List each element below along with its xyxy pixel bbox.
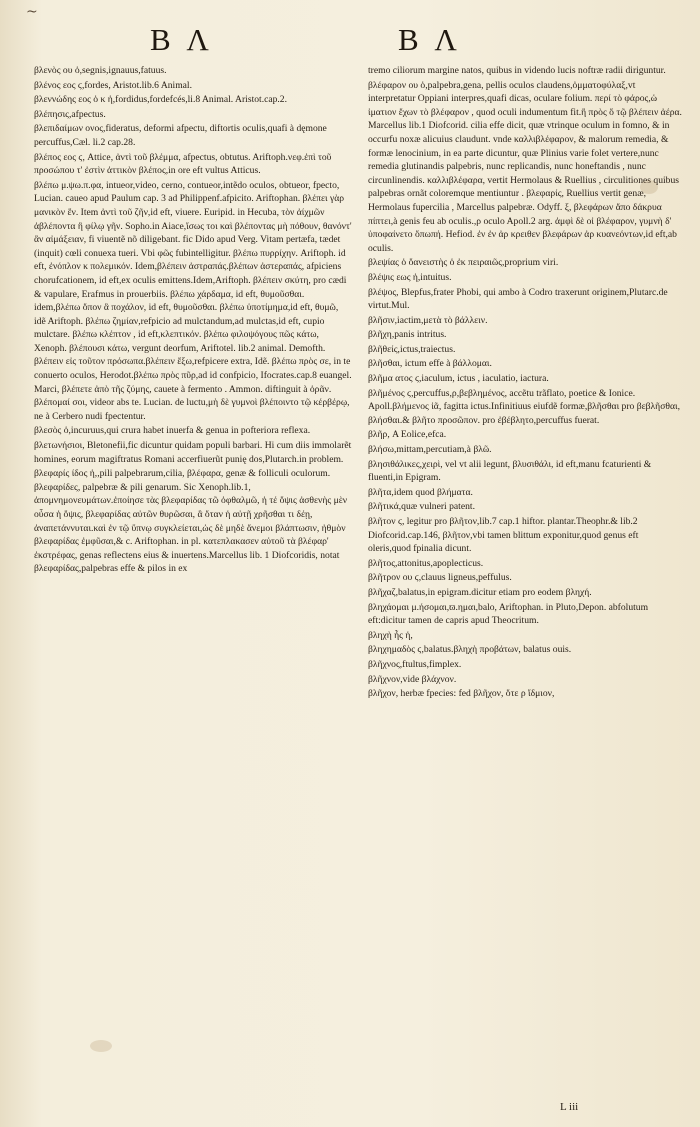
dictionary-entry: βλῆθείς,ictus,traiectus.	[368, 343, 456, 355]
dictionary-entry: βλεφαρίς ίδος ἡ,,pili palpebrarum,cilia, βλέφαρα, genæ & folliculi oculorum. βλεφαρίδες, palpebræ & pili genarum. Sic Xenoph.lib.1, ἀπομνημονευμάτων.ἐποίησε τὰς βλεφαρίδας τῶ ὀφθαλμῶ, ἡ τέ ὄψις ἀσθενὴς μὲν οὖσα ἡ ὄψις, βλεφαρίδας αὐτῶν θυρῶσαι, ἃ ὅταν ἡ αὐτῇ χρῆσθαι τι δέῃ, ἀναπετάννυται.καὶ ἐν τῷ ὕπνῳ συγκλείεται,ὡς δὲ μηδὲ ἄνεμοι βλάπτωσιν, ἠθμὸν βλεφαρίδας ἐμφῦσαι,& c. Ariftophan. in pl. κατεπλακασεν αὐτοῦ τὰ βλέφαρ' ἐκστρέφας, genas reflectens eius & inuertens.Marcellus lib. 1 Diofcoridis, notat βλεφαρίδας,palpebras effe & pilos in ex	[34, 468, 348, 575]
left-column	[34, 64, 352, 577]
dictionary-entry: βλῆχνον,vide βλάχνον.	[368, 673, 457, 685]
corner-mark: ~	[26, 4, 38, 20]
dictionary-entry: βλῆμένος ϛ,percuffus,ρ,βεβλημένος, accẽtu trãflato, poetice & Ionice. Apoll.βλήμενος ἰᾶ, fagitta ictus.Infinitiuus eiufdẽ formæ,βλῆσθαι pro βεβλῆσθαι, βλήσθαι.& βλῆτο προσῶπον. pro ἐβέβλητο,percuffus fuerat.	[368, 387, 680, 426]
dictionary-entry: βληχημαδὸς ϛ,balatus.βληχὴ προβάτων, balatus ouis.	[368, 644, 572, 656]
running-head-left: B Λ	[150, 22, 213, 57]
dictionary-entry: βλησιθάλικες,χειρὶ, vel vt alii legunt, βλυσιθάλι, id eft,manu fcaturienti & fluenti,in Epigram.	[368, 458, 652, 484]
dictionary-entry: βλενὸς ου ὁ,segnis,ignauus,fatuus.	[34, 65, 167, 76]
dictionary-entry: βλέπησις,afpectus.	[34, 108, 106, 120]
dictionary-entry: βλέψος, Blepfus,frater Phobi, qui ambo à Codro traxerunt originem,Plutarc.de virtut.Mul.	[368, 286, 668, 312]
dictionary-entry: tremo ciliorum margine natos, quibus in videndo lucis noftræ radii diriguntur.	[368, 65, 666, 76]
dictionary-entry: βλῆχη,panis intritus.	[368, 329, 447, 341]
dictionary-entry: βληχάομαι μ.ήσομαι,ϖ.ημαι,balo, Ariftophan. in Pluto,Depon. abfolutum eft:dicitur tamen de capris apud Theocritum.	[368, 601, 649, 627]
dictionary-entry: βλῆτα,idem quod βλήματα.	[368, 486, 473, 498]
dictionary-entry: βλῆμα ατος ϛ,iaculum, ictus , iaculatio, iactura.	[368, 373, 549, 385]
dictionary-entry: βλέπος εος ϛ, Attice, ἀντὶ τοῦ βλέμμα, afpectus, obtutus. Ariftoph.νεφ.ἐπὶ τοῦ προσώπου τ' ἐστὶν ἀττικὸν βλέπος,in ore eft vultus Atticus.	[34, 151, 332, 177]
paper-stain	[640, 180, 658, 194]
dictionary-entry: βληχὴ ἦς ἡ,	[368, 629, 413, 641]
dictionary-entry: βλῆρ, A Eolice,efca.	[368, 429, 447, 441]
dictionary-entry: βλέψις εως ἡ,intuitus.	[368, 271, 452, 283]
dictionary-entry: βλῆτος,attonitus,apoplecticus.	[368, 557, 484, 569]
dictionary-entry: βλῆτον ϛ, legitur pro βλῆτον,lib.7 cap.1 hiftor. plantar.Theophr.& lib.2 Diofcorid.cap.146, βλῆτον,vbi tamen blittum exponitur,quod genus eft oleris,quod fpinalia dicunt.	[368, 516, 639, 555]
right-column	[368, 64, 682, 702]
dictionary-entry: βλῆσθαι, ictum effe à βάλλομαι.	[368, 358, 492, 370]
dictionary-entry: βλῆτικά,quæ vulneri patent.	[368, 501, 475, 513]
dictionary-entry: βλέφαρον ου ὁ,palpebra,gena, pellis oculos claudens,ὀμματοφύλαξ,vt interpretatur Oppiani interpres,quafi dicas, oculare folium. περί τὸ φάρος,ὡ ἰματιον ἔχων τὸ βλέφαρον , quod oculi indumentum fit.ἢ πρὸς ὅ τῷ βλέπειν ἀέρα. Marcellus lib.1 Diofcorid. cilia effe dicit, quæ vtrinque oculum in fomno, & in occurfu noxæ alicuius claudunt. vnde καλλιβλέφαρον, & malorum remedia, & formæ lenocinium, in ea parte dicuntur, quæ Plinius varie folet vertere,nunc remedia glutinandis palpebris, nunc replicandis, nunc honeftandis , nunc circunlinendis. καλλιβλέφαρα, vertit Hermolaus & Ruellius , circulitiones quibus palpebras ornãt coloremque mentiuntur . βλεφαρίς, Ruellius vertit genæ, Hermolaus fupercilia , Marcellus palpebræ. Odyff. ξ, βλεφάρων ἄπο δάκρυα πίπτει,à genis feu ab oculis.,ρ oculo Apoll.2 arg. ἀμφὶ δὲ οἱ βλέφαρον, γυμνὴ δ' ὑποφαίνετο ὅπωπή. Hefiod. ἐν ἐν ἀρ κρειθεν βλεφάρων ἀρ κυανεόντων,id eft,ab oculis.	[368, 79, 682, 254]
dictionary-entry: βλεψίας ὁ ὄανειστὴς ὁ ἐκ πειραιῶς,proprium viri.	[368, 257, 559, 269]
dictionary-entry: βλῆσιν,iactim,μετὰ τὸ βάλλειν.	[368, 314, 488, 326]
dictionary-entry: βλεπιδαίμων ονος,fideratus, deformi afpectu, diftortis oculis,quafi à dęmone percuffus,Cæl. li.2 cap.28.	[34, 123, 327, 148]
dictionary-entry: βλῆτρον ου ϛ,clauus ligneus,peffulus.	[368, 572, 512, 584]
paper-stain	[90, 1040, 112, 1052]
running-head-right: B Λ	[398, 22, 461, 57]
dictionary-entry: βλήσω,mittam,percutiam,à βλῶ.	[368, 444, 492, 456]
dictionary-entry: βλέπω μ.ψω.π.φα, intueor,video, cerno, contueor,intẽdo oculos, obtueor, fpecto, Lucian. caueo apud Paulum cap. 3 ad Philippenf.afpicito. Ariftophan. βλέπει γὰρ μανικὸν ἕν. Item ἀντὶ τοῦ ζῆν,id eft, viuere. Euripid. in Hecuba, τὸν ἀίχμῶν ἀβλέποντα ἢ φίλῳ γῆν. Sopho.in Aiace,ἴσως τοι καὶ βλέποντας μὴ πόθουν, θανόντ' ἂν αἰμάξειαν, fi viuentẽ nõ diligebant. fic Dido apud Verg. Vitam pertæfa, tædet (inquit) cœli conuexa tueri. Vbi φῶς fubintelligitur. βλέπω πυρρίχην. Ariftoph. id eft, ἐνόπλον κ πολεμικόν. Idem,βλέπειν ἀστραπάς.βλέπων ἀστεραπάς, afpiciens chorufcationem, id eft,ex oculis emittens.Idem,Ariftoph. βλέπειν σκύτη, pro cædi & vapulare, Erafmus in prouerbiis. βλέπω χάρδαμα, id eft, θυμοῦσθαι. idem,βλέπω ὄπον ἂ ποχάλον, id eft, θυμοῦσθαι. βλέπω ὑποτίμημα,id eft, θυμῶ, idẽ Ariftoph. βλέπω ζημίαν,refpicio ad mulctandum,ad mulctas,id eft, cupio mulctare. βλέπω κλέπτον , id eft,κλεπτικόν. βλέπω φιλοψόγους πῶς κάτω, Xenoph. βλέπουσι κάτω, vergunt deorfum, Ariftotel. lib.2 animal. Demofth. βλέπειν εἰς τοῦτον πρόσωπα.βλέπειν ἔξω,refpicere extra, Idẽ. βλέπω πρὸς σε, in te conuerto oculos, Herodot.βλέπω πρὸς πῦρ,ad id confpicio, Ifocrates.cap.8 euangel. Marci, βλέπετε ἀπὸ τῆς ζύμης, cauete à fermento . Ammon. diftinguit à ὁρᾶν. βλέπομαί σοι, videor abs te. Lucian. de luctu,μὴ δὲ γυμνοὶ βλέποιντο τῷ κέρβέρῳ, ne à Cerbero nudi fpectentur.	[34, 179, 352, 422]
signature-mark: L iii	[560, 1101, 579, 1113]
dictionary-entry: βλῆχνος,ftultus,fimplex.	[368, 658, 462, 670]
dictionary-entry: βλένος εος ϛ,fordes, Aristot.lib.6 Animal.	[34, 79, 193, 91]
dictionary-entry: βλετωνήσιοι, Bletonefii,fic dicuntur quidam populi barbari. Hi cum diis immolarẽt homines, eorum magiftratus Romani accerfiuerũt punię dos,Plutarch.in problem.	[34, 440, 352, 465]
dictionary-entry: βλῆχαζ,balatus,in epigram.dicitur etiam pro eodem βληχή.	[368, 586, 592, 598]
dictionary-entry: βλεννώδης εος ὁ κ ἡ,fordidus,fordefcés,li.8 Animal. Aristot.cap.2.	[34, 94, 288, 106]
dictionary-entry: βλεσὸς ὁ,incuruus,qui crura habet inuerfa & genua in pofteriora reflexa.	[34, 425, 311, 437]
dictionary-entry: βλῆχον, herbæ fpecies: fed βλῆχον, ὅτε ρ ἴδμιον,	[368, 688, 555, 700]
